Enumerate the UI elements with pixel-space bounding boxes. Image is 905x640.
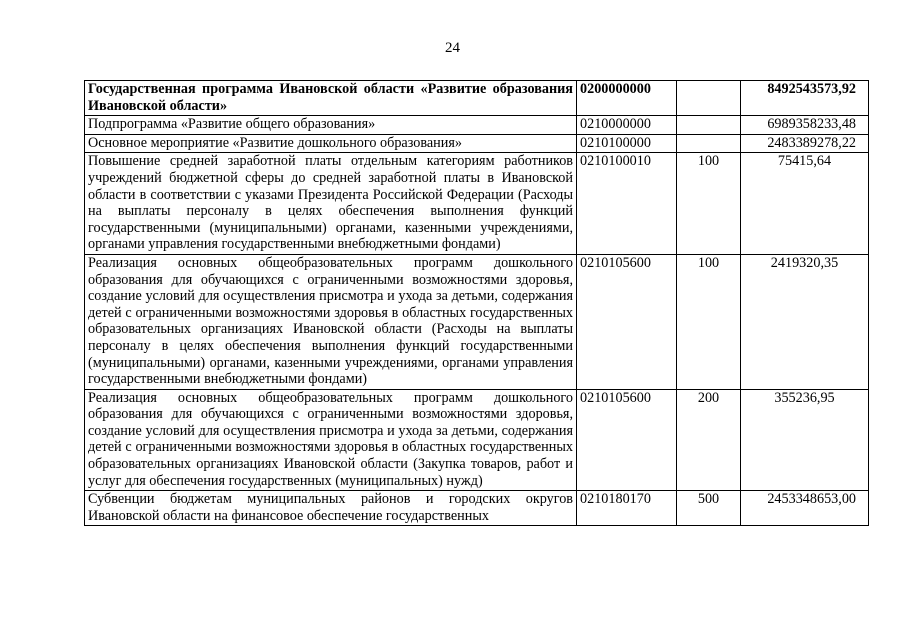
row-type xyxy=(677,81,741,116)
row-name: Реализация основных общеобразовательных программ дошкольного образования для обучающихся с ограниченными возможностями здоровья, создание условий для осуществления присмотра и ухода за детьми, содержания детей с ограниченными возможностями здоровья в областных государственных образовательных организациях Ивановской области (Расходы на выплаты персоналу в целях обеспечения выполнения функций государственными (муниципальными) органами, казенными учреждениями, органами управления государственными внебюджетными фондами) xyxy=(85,254,577,389)
row-code: 0200000000 xyxy=(577,81,677,116)
row-code: 0210000000 xyxy=(577,116,677,135)
row-name: Реализация основных общеобразовательных программ дошкольного образования для обучающихся с ограниченными возможностями здоровья, создание условий для осуществления присмотра и ухода за детьми, содержания детей с ограниченными возможностями здоровья в областных государственных образовательных организациях Ивановской области (Закупка товаров, работ и услуг для обеспечения государственных (муниципальных) нужд) xyxy=(85,389,577,491)
row-code: 0210105600 xyxy=(577,254,677,389)
row-sum: 2483389278,22 xyxy=(741,134,869,153)
page-number: 24 xyxy=(445,40,460,56)
row-code: 0210180170 xyxy=(577,491,677,526)
row-sum: 75415,64 xyxy=(741,153,869,255)
table-row xyxy=(85,153,869,255)
row-type: 500 xyxy=(677,491,741,526)
row-name: Основное мероприятие «Развитие дошкольного образования» xyxy=(85,134,577,153)
row-type xyxy=(677,134,741,153)
row-type: 100 xyxy=(677,254,741,389)
row-code: 0210105600 xyxy=(577,389,677,491)
row-sum: 6989358233,48 xyxy=(741,116,869,135)
row-type: 200 xyxy=(677,389,741,491)
row-sum: 2453348653,00 xyxy=(741,491,869,526)
row-name-text: Субвенции бюджетам муниципальных районов и городских округов Ивановской области на финансовое обеспечение государственных xyxy=(88,491,573,524)
table-row xyxy=(85,389,869,491)
row-name: Повышение средней заработной платы отдельным категориям работников учреждений бюджетной сферы до средней заработной платы в Ивановской области в соответствии с указами Президента Российской Федерации (Расходы на выплаты персоналу в целях обеспечения выполнения функций государственными (муниципальными) органами, казенными учреждениями, органами управления государственными внебюджетными фондами) xyxy=(85,153,577,255)
row-name xyxy=(85,491,577,526)
row-sum: 355236,95 xyxy=(741,389,869,491)
table-row xyxy=(85,116,869,135)
table-row xyxy=(85,491,869,526)
row-code: 0210100000 xyxy=(577,134,677,153)
row-type: 100 xyxy=(677,153,741,255)
row-name: Подпрограмма «Развитие общего образования» xyxy=(85,116,577,135)
row-sum: 2419320,35 xyxy=(741,254,869,389)
row-sum: 8492543573,92 xyxy=(741,81,869,116)
row-code: 0210100010 xyxy=(577,153,677,255)
table-row xyxy=(85,134,869,153)
budget-table xyxy=(84,80,869,526)
row-name: Государственная программа Ивановской области «Развитие образования Ивановской области» xyxy=(85,81,577,116)
table-row xyxy=(85,81,869,116)
row-type xyxy=(677,116,741,135)
table-row xyxy=(85,254,869,389)
